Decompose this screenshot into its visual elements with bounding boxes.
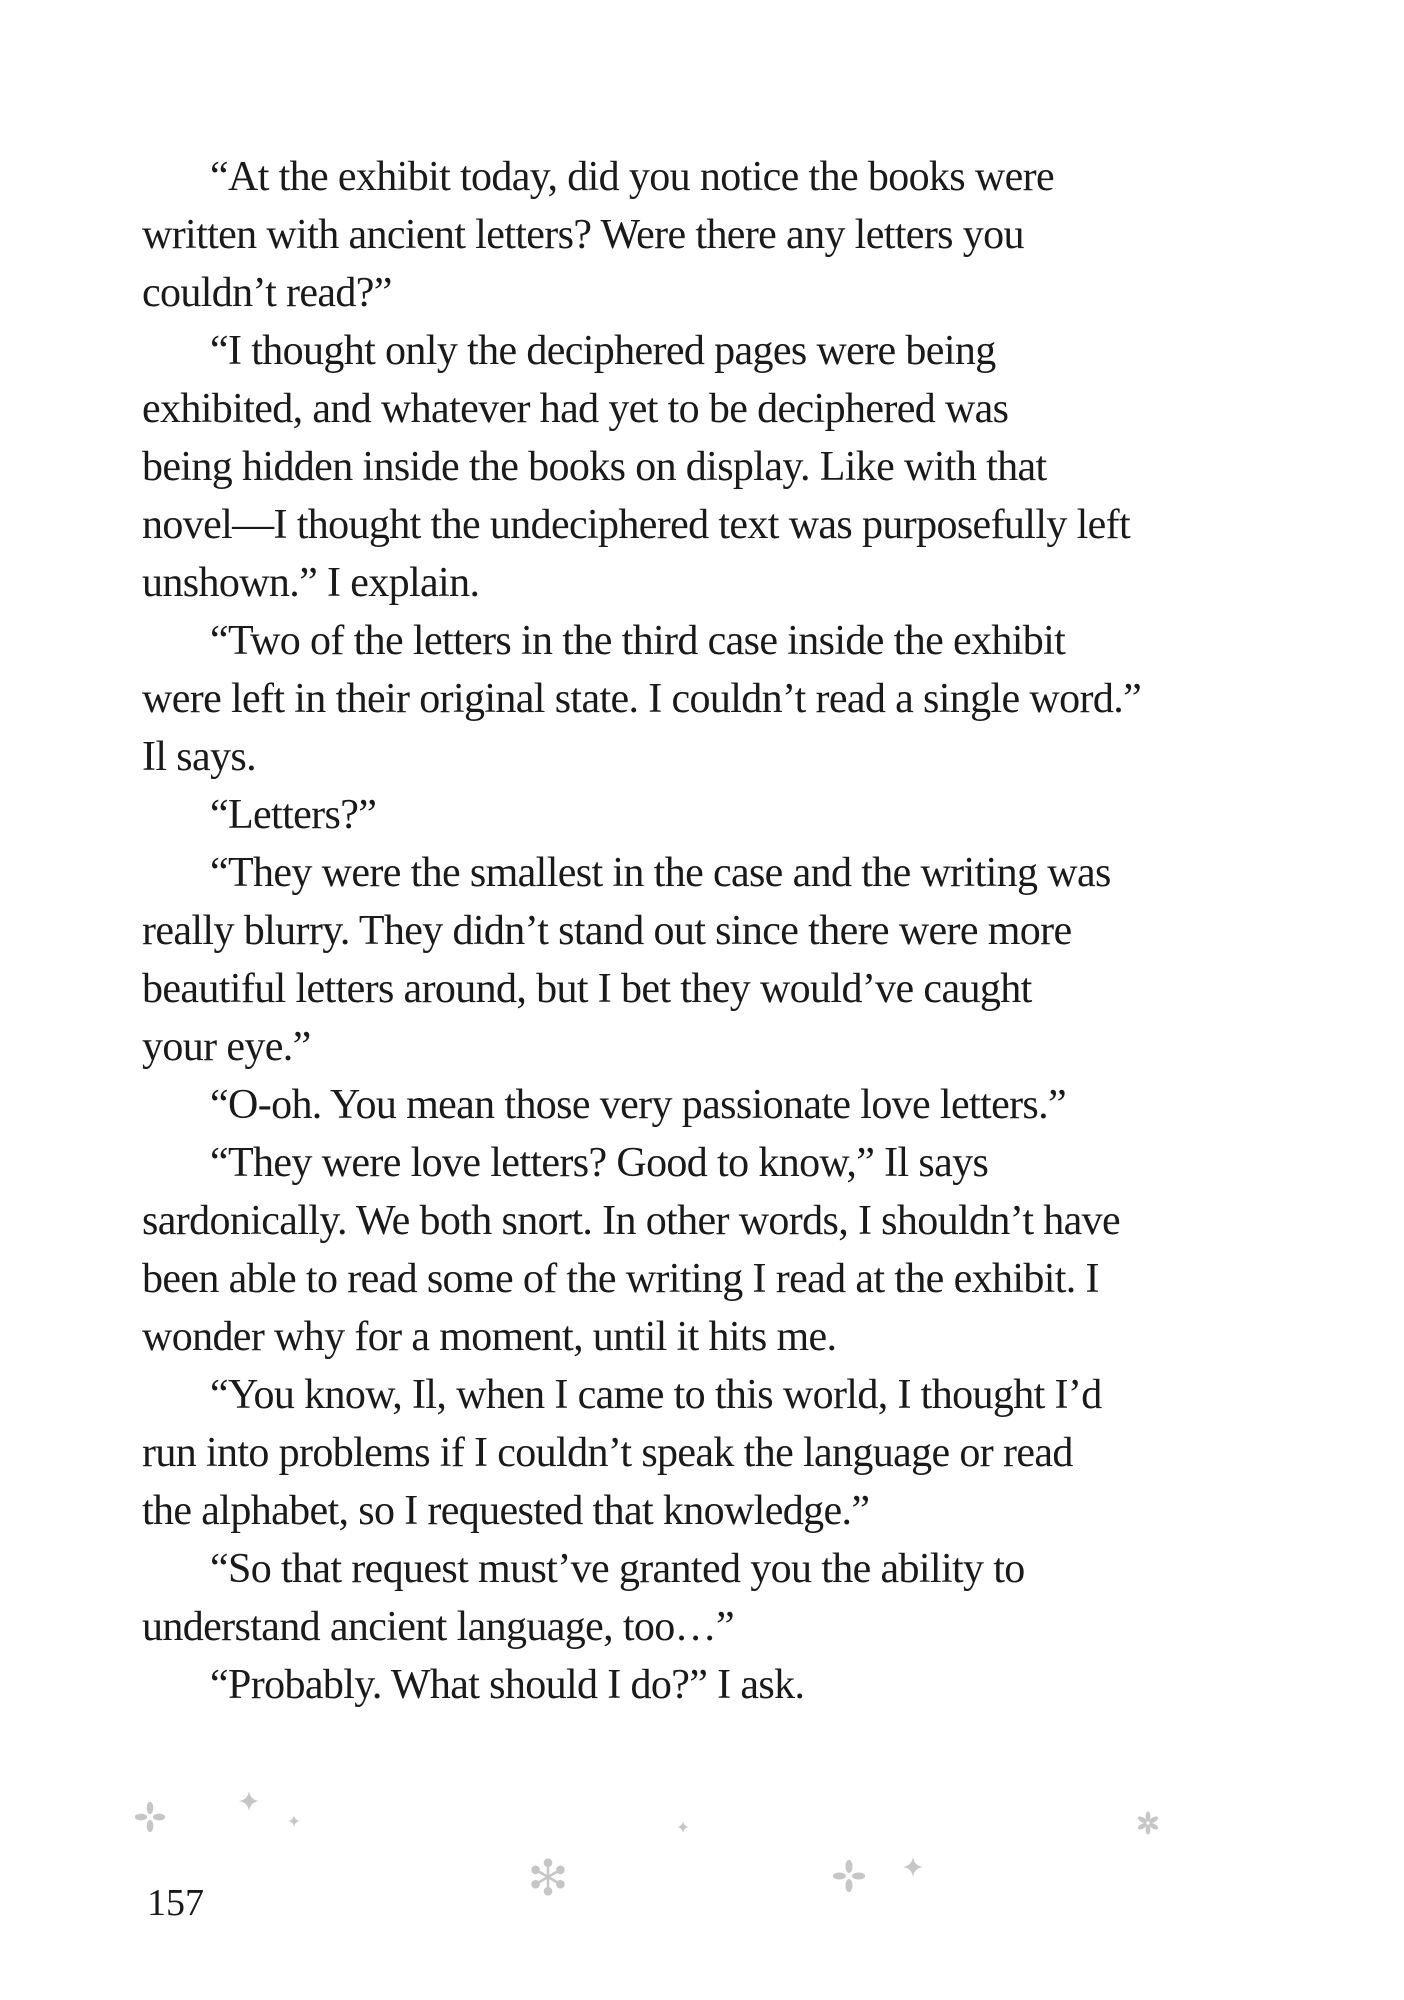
text-line: Il says. bbox=[142, 734, 256, 780]
text-line: “Probably. What should I do?” I ask. bbox=[210, 1662, 805, 1708]
text-line: your eye.” bbox=[142, 1024, 311, 1070]
text-line: couldn’t read?” bbox=[142, 270, 392, 316]
text-line: “So that request must’ve granted you the ability to bbox=[210, 1546, 1025, 1592]
text-line: really blurry. They didn’t stand out since there were more bbox=[142, 908, 1072, 954]
text-line: wonder why for a moment, until it hits me. bbox=[142, 1314, 837, 1360]
text-line: beautiful letters around, but I bet they would’ve caught bbox=[142, 966, 1032, 1012]
teardrop-asterisk-icon bbox=[1135, 1810, 1161, 1836]
four-point-star-icon bbox=[288, 1815, 300, 1827]
sparkle-cross-icon bbox=[134, 1801, 166, 1833]
text-line: been able to read some of the writing I read at the exhibit. I bbox=[142, 1256, 1099, 1302]
text-line: “I thought only the deciphered pages were being bbox=[210, 328, 996, 374]
text-line: unshown.” I explain. bbox=[142, 560, 480, 606]
text-line: the alphabet, so I requested that knowledge.” bbox=[142, 1488, 870, 1534]
text-line: “Two of the letters in the third case inside the exhibit bbox=[210, 618, 1066, 664]
dot-snowflake-icon bbox=[528, 1857, 568, 1897]
four-point-star-icon bbox=[677, 1821, 689, 1833]
text-line: being hidden inside the books on display. Like with that bbox=[142, 444, 1047, 490]
page-text bbox=[142, 148, 1332, 1714]
text-line: written with ancient letters? Were there any letters you bbox=[142, 212, 1024, 258]
text-line: exhibited, and whatever had yet to be deciphered was bbox=[142, 386, 1009, 432]
text-line: run into problems if I couldn’t speak the language or read bbox=[142, 1430, 1073, 1476]
text-line: “You know, Il, when I came to this world, I thought I’d bbox=[210, 1372, 1102, 1418]
text-line: “They were the smallest in the case and the writing was bbox=[210, 850, 1111, 896]
text-line: understand ancient language, too…” bbox=[142, 1604, 735, 1650]
text-line: “Letters?” bbox=[210, 792, 377, 838]
sparkle-cross-icon bbox=[832, 1859, 866, 1893]
text-line: “O-oh. You mean those very passionate love letters.” bbox=[210, 1082, 1067, 1128]
text-line: “They were love letters? Good to know,” Il says bbox=[210, 1140, 989, 1186]
four-point-star-icon bbox=[239, 1791, 259, 1811]
four-point-star-icon bbox=[903, 1857, 923, 1877]
text-line: novel—I thought the undeciphered text was purposefully left bbox=[142, 502, 1131, 548]
page-number: 157 bbox=[147, 1882, 204, 1924]
text-line: sardonically. We both snort. In other words, I shouldn’t have bbox=[142, 1198, 1121, 1244]
text-line: were left in their original state. I couldn’t read a single word.” bbox=[142, 676, 1142, 722]
text-line: “At the exhibit today, did you notice the books were bbox=[210, 154, 1054, 200]
